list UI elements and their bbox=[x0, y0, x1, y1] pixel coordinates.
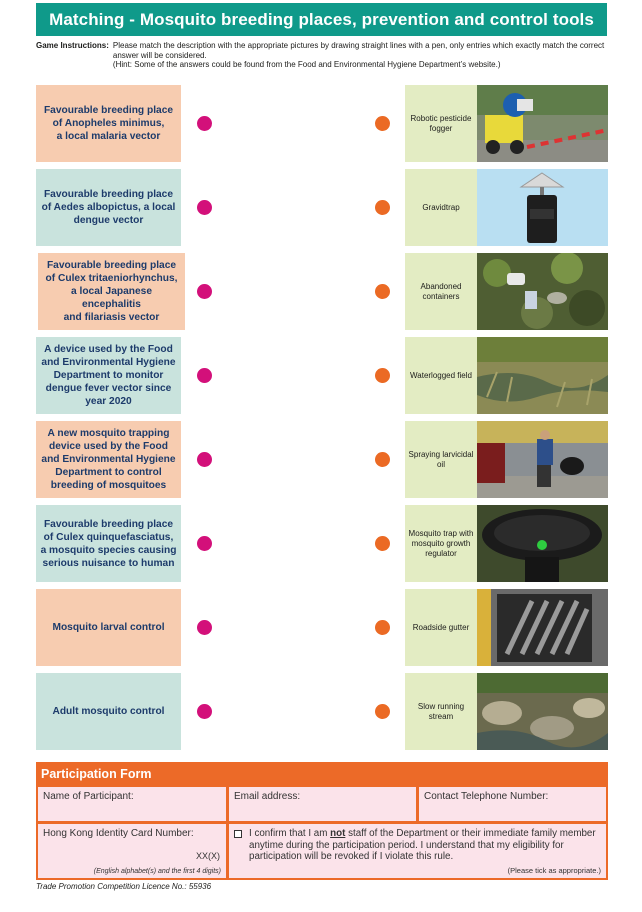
description-box bbox=[36, 337, 181, 414]
picture-label: Slow running stream bbox=[405, 673, 477, 750]
description-line: of Anopheles minimus, bbox=[52, 118, 165, 129]
right-match-dot[interactable] bbox=[375, 452, 390, 467]
waterlogged-field-photo bbox=[477, 337, 608, 414]
gravidtrap-photo bbox=[477, 169, 608, 246]
confirm-text-pre: I confirm that I am bbox=[249, 828, 331, 839]
description-line: Favourable breeding place bbox=[43, 518, 174, 530]
hkid-field[interactable] bbox=[38, 824, 226, 878]
picture-label: Gravidtrap bbox=[405, 169, 477, 246]
description-line: and Environmental Hygiene bbox=[41, 454, 176, 465]
participation-form bbox=[36, 762, 608, 880]
picture-label-text: Abandoned containers bbox=[420, 281, 462, 301]
description-line: year 2020 bbox=[85, 396, 132, 407]
matching-row bbox=[36, 253, 608, 330]
email-label: Email address: bbox=[234, 791, 301, 802]
description-line: A new mosquito trapping bbox=[47, 428, 170, 439]
matching-row bbox=[36, 505, 608, 582]
description-box bbox=[36, 85, 181, 162]
left-match-dot[interactable] bbox=[197, 116, 212, 131]
abandoned-containers-photo bbox=[477, 253, 608, 330]
confirm-text-not: not bbox=[330, 828, 346, 839]
email-field[interactable] bbox=[229, 787, 416, 821]
right-match-dot[interactable] bbox=[375, 116, 390, 131]
phone-label: Contact Telephone Number: bbox=[424, 791, 549, 802]
left-match-dot[interactable] bbox=[197, 620, 212, 635]
description-line: of Culex tritaeniorhynchus, bbox=[45, 273, 178, 284]
tick-note: (Please tick as appropriate.) bbox=[507, 866, 601, 875]
description-line: a local Japanese encephalitis bbox=[71, 286, 152, 310]
participant-name-field[interactable] bbox=[38, 787, 226, 821]
left-match-dot[interactable] bbox=[197, 536, 212, 551]
picture-label: Spraying larvicidal oil bbox=[405, 421, 477, 498]
picture-label: Roadside gutter bbox=[405, 589, 477, 666]
description-line: Department to monitor bbox=[53, 370, 164, 381]
confirm-text bbox=[249, 828, 601, 863]
right-match-dot[interactable] bbox=[375, 284, 390, 299]
hkid-label: Hong Kong Identity Card Number: bbox=[43, 828, 194, 839]
hkid-note: (English alphabet(s) and the first 4 digits) bbox=[93, 868, 221, 875]
description-line: a mosquito species causing bbox=[40, 544, 177, 556]
description-line: A device used by the Food bbox=[44, 344, 173, 355]
instructions-text bbox=[113, 41, 611, 70]
description-box bbox=[36, 169, 181, 246]
confirm-checkbox[interactable] bbox=[234, 830, 242, 838]
game-instructions bbox=[36, 41, 611, 70]
page-title: Matching - Mosquito breeding places, prevention and control tools bbox=[36, 3, 607, 36]
confirm-text-post: staff of the Department or their immediate family member anytime during the participation period. I understand that my eligibility for participation will be revoked if I violate this rule. bbox=[249, 828, 596, 862]
description-line: of Culex quinquefasciatus, bbox=[43, 531, 174, 543]
description-box bbox=[36, 589, 181, 666]
hkid-format: XX(X) bbox=[195, 851, 220, 861]
description-line: serious nuisance to human bbox=[42, 557, 175, 569]
description-line: Adult mosquito control bbox=[52, 706, 165, 717]
description-line: Department to control bbox=[55, 467, 162, 478]
description-line: breeding of mosquitoes bbox=[50, 480, 167, 491]
stream-photo bbox=[477, 673, 608, 750]
picture-label: Mosquito trap with mosquito growth regulator bbox=[405, 505, 477, 582]
matching-row bbox=[36, 337, 608, 414]
phone-field[interactable] bbox=[419, 787, 606, 821]
right-match-dot[interactable] bbox=[375, 200, 390, 215]
roadside-gutter-photo bbox=[477, 589, 608, 666]
description-line: device used by the Food bbox=[49, 441, 168, 452]
picture-label: Robotic pesticide fogger bbox=[405, 85, 477, 162]
description-line: Mosquito larval control bbox=[52, 622, 165, 633]
description-box bbox=[36, 421, 181, 498]
description-line: Favourable breeding place bbox=[46, 260, 177, 271]
description-line: Favourable breeding place bbox=[43, 189, 174, 200]
participant-name-label: Name of Participant: bbox=[43, 791, 134, 802]
matching-row bbox=[36, 589, 608, 666]
instructions-hint: (Hint: Some of the answers could be found from the Food and Environmental Hygiene Department’s website.) bbox=[112, 60, 501, 69]
instructions-label: Game Instructions: bbox=[36, 41, 109, 50]
matching-row bbox=[36, 85, 608, 162]
description-line: and Environmental Hygiene bbox=[41, 357, 176, 368]
spraying-oil-photo bbox=[477, 421, 608, 498]
instructions-body: Please match the description with the appropriate pictures by drawing straight lines with a pen, only entries which exactly match the correct answer will be considered. bbox=[112, 41, 605, 60]
description-line: of Aedes albopictus, a local bbox=[41, 202, 176, 213]
description-line: Favourable breeding place bbox=[43, 105, 174, 116]
matching-row bbox=[36, 421, 608, 498]
right-match-dot[interactable] bbox=[375, 704, 390, 719]
right-match-dot[interactable] bbox=[375, 536, 390, 551]
description-line: dengue fever vector since bbox=[45, 383, 172, 394]
left-match-dot[interactable] bbox=[197, 200, 212, 215]
right-match-dot[interactable] bbox=[375, 368, 390, 383]
robotic-fogger-photo bbox=[477, 85, 608, 162]
matching-row bbox=[36, 169, 608, 246]
left-match-dot[interactable] bbox=[197, 368, 212, 383]
confirmation-box bbox=[229, 824, 606, 878]
left-match-dot[interactable] bbox=[197, 284, 212, 299]
form-title: Participation Form bbox=[41, 767, 152, 781]
description-line: dengue vector bbox=[73, 215, 144, 226]
right-match-dot[interactable] bbox=[375, 620, 390, 635]
left-match-dot[interactable] bbox=[197, 452, 212, 467]
description-line: and filariasis vector bbox=[63, 312, 160, 323]
licence-number: Trade Promotion Competition Licence No.: 55936 bbox=[36, 882, 212, 891]
description-box bbox=[38, 253, 185, 330]
picture-label: Waterlogged field bbox=[405, 337, 477, 414]
description-box bbox=[36, 505, 181, 582]
matching-row bbox=[36, 673, 608, 750]
picture-label bbox=[405, 253, 477, 330]
description-line: a local malaria vector bbox=[56, 131, 161, 142]
description-box bbox=[36, 673, 181, 750]
left-match-dot[interactable] bbox=[197, 704, 212, 719]
mosquito-trap-photo bbox=[477, 505, 608, 582]
